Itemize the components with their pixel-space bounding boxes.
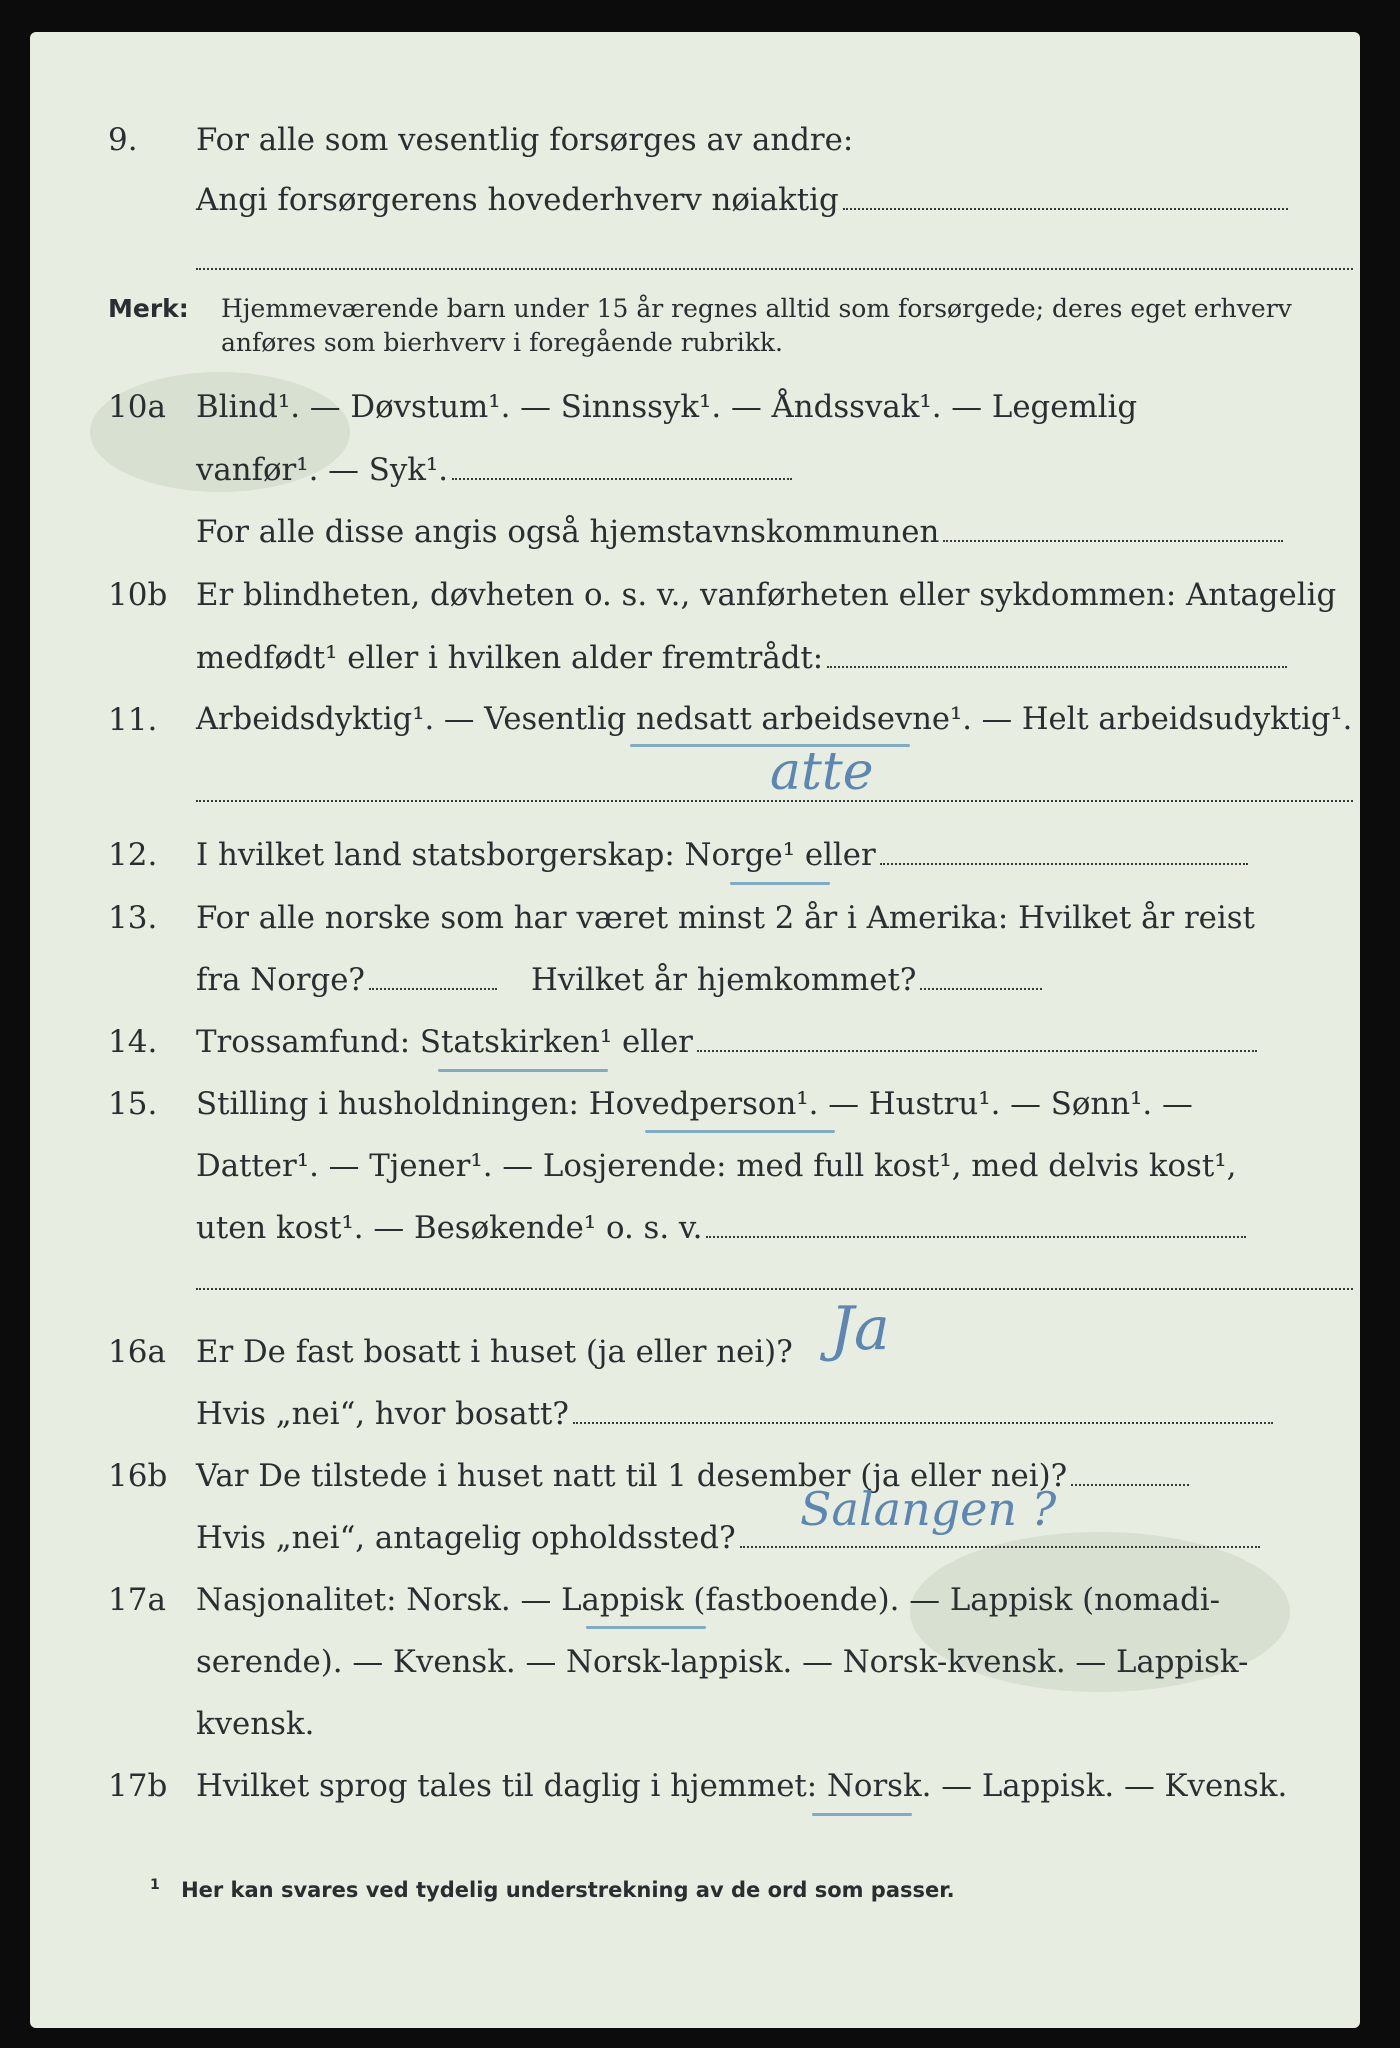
- question-16a-line-2: [30, 1384, 1360, 1444]
- question-text: Hvilket sprog tales til daglig i hjemmet: Norsk. — Lappisk. — Kvensk.: [196, 1768, 1288, 1804]
- question-15: [30, 1074, 1360, 1134]
- question-text: Var De tilstede i huset natt til 1 desember (ja eller nei)?: [196, 1458, 1068, 1494]
- question-17b: [30, 1756, 1360, 1816]
- question-number: 12.: [108, 837, 158, 873]
- question-15-line-3: [30, 1198, 1360, 1258]
- question-16b-line-2: [30, 1508, 1360, 1568]
- question-13-line-2: [30, 950, 1360, 1010]
- question-17a-line-3: [30, 1694, 1360, 1754]
- question-number: 10a: [108, 389, 166, 425]
- census-form-page: [30, 32, 1360, 2028]
- note-label: Merk:: [108, 294, 189, 323]
- question-9-line-2: [30, 170, 1360, 230]
- question-text: Angi forsørgerens hovederhverv nøiaktig: [196, 170, 1360, 230]
- question-10b-line-2: [30, 628, 1360, 688]
- handwritten-answer: atte: [770, 742, 874, 802]
- underline-mark: [645, 1130, 835, 1133]
- question-text: Stilling i husholdningen: Hovedperson¹. — Hustru¹. — Sønn¹. —: [196, 1086, 1193, 1122]
- question-14: [30, 1012, 1360, 1072]
- question-text: Hvilket år hjemkommet?: [530, 962, 917, 998]
- question-text: Hvis „nei“, antagelig opholdssted?: [196, 1520, 736, 1556]
- question-17a-line-2: [30, 1632, 1360, 1692]
- footnote: [150, 1878, 955, 1902]
- question-10a-line-3: [30, 502, 1360, 562]
- question-text: vanfør¹. — Syk¹.: [196, 452, 449, 488]
- question-text: medfødt¹ eller i hvilken alder fremtrådt:: [196, 640, 824, 676]
- underline-mark: [586, 1626, 706, 1629]
- question-text: Nasjonalitet: Norsk. — Lappisk (fastboende). — Lappisk (nomadi-: [196, 1582, 1221, 1618]
- footnote-mark: 1: [150, 1877, 160, 1893]
- question-text: fra Norge?: [196, 962, 365, 998]
- answer-line: [196, 800, 1353, 802]
- question-9: [30, 110, 1360, 170]
- question-10a: [30, 377, 1360, 437]
- question-text: Arbeidsdyktig¹. — Vesentlig nedsatt arbeidsevne¹. — Helt arbeidsudyktig¹.: [196, 702, 1353, 737]
- question-text: Blind¹. — Døvstum¹. — Sinnssyk¹. — Åndssvak¹. — Legemlig: [196, 389, 1138, 425]
- underline-mark: [812, 1813, 912, 1816]
- question-15-line-2: [30, 1136, 1360, 1196]
- question-17a: [30, 1570, 1360, 1630]
- question-text: uten kost¹. — Besøkende¹ o. s. v.: [196, 1210, 703, 1246]
- question-text: kvensk.: [196, 1706, 315, 1742]
- question-number: 16a: [108, 1334, 166, 1370]
- question-text: Datter¹. — Tjener¹. — Losjerende: med full kost¹, med delvis kost¹,: [196, 1148, 1237, 1184]
- question-number: 13.: [108, 900, 158, 936]
- question-text: Trossamfund: Statskirken¹ eller: [196, 1024, 693, 1060]
- question-text: Er blindheten, døvheten o. s. v., vanførheten eller sykdommen: Antagelig: [196, 577, 1337, 613]
- question-number: 17a: [108, 1582, 166, 1618]
- answer-line: [196, 268, 1353, 270]
- question-number: 11.: [108, 702, 158, 738]
- handwritten-answer: Ja: [830, 1294, 890, 1364]
- question-text: Er De fast bosatt i huset (ja eller nei)?: [196, 1334, 793, 1370]
- underline-mark: [730, 882, 830, 885]
- question-number: 15.: [108, 1086, 158, 1122]
- question-10b: [30, 565, 1360, 625]
- answer-line: [196, 1288, 1353, 1290]
- question-12: [30, 825, 1360, 885]
- handwritten-answer: Salangen ?: [800, 1482, 1057, 1536]
- question-text: Hvis „nei“, hvor bosatt?: [196, 1396, 569, 1432]
- question-text: For alle disse angis også hjemstavnskommunen: [196, 514, 940, 550]
- question-text: For alle som vesentlig forsørges av andre:: [196, 122, 854, 158]
- question-13: [30, 888, 1360, 948]
- question-number: 17b: [108, 1768, 168, 1804]
- question-16b: [30, 1446, 1360, 1506]
- footnote-text: Her kan svares ved tydelig understrekning av de ord som passer.: [181, 1878, 955, 1902]
- underline-mark: [438, 1069, 608, 1072]
- question-number: 16b: [108, 1458, 168, 1494]
- question-text: I hvilket land statsborgerskap: Norge¹ eller: [196, 837, 876, 873]
- question-number: 14.: [108, 1024, 158, 1060]
- question-16a: [30, 1322, 1360, 1382]
- question-11: [30, 690, 1360, 750]
- question-text: For alle norske som har været minst 2 år i Amerika: Hvilket år reist: [196, 900, 1255, 936]
- question-number: 9.: [108, 122, 138, 158]
- note-text: Hjemmeværende barn under 15 år regnes alltid som forsørgede; deres eget erhverv anføres som bierhverv i foregående rubrikk.: [221, 294, 1292, 357]
- question-number: 10b: [108, 577, 168, 613]
- question-10a-line-2: [30, 440, 1360, 500]
- question-text: serende). — Kvensk. — Norsk-lappisk. — Norsk-kvensk. — Lappisk-: [196, 1644, 1249, 1680]
